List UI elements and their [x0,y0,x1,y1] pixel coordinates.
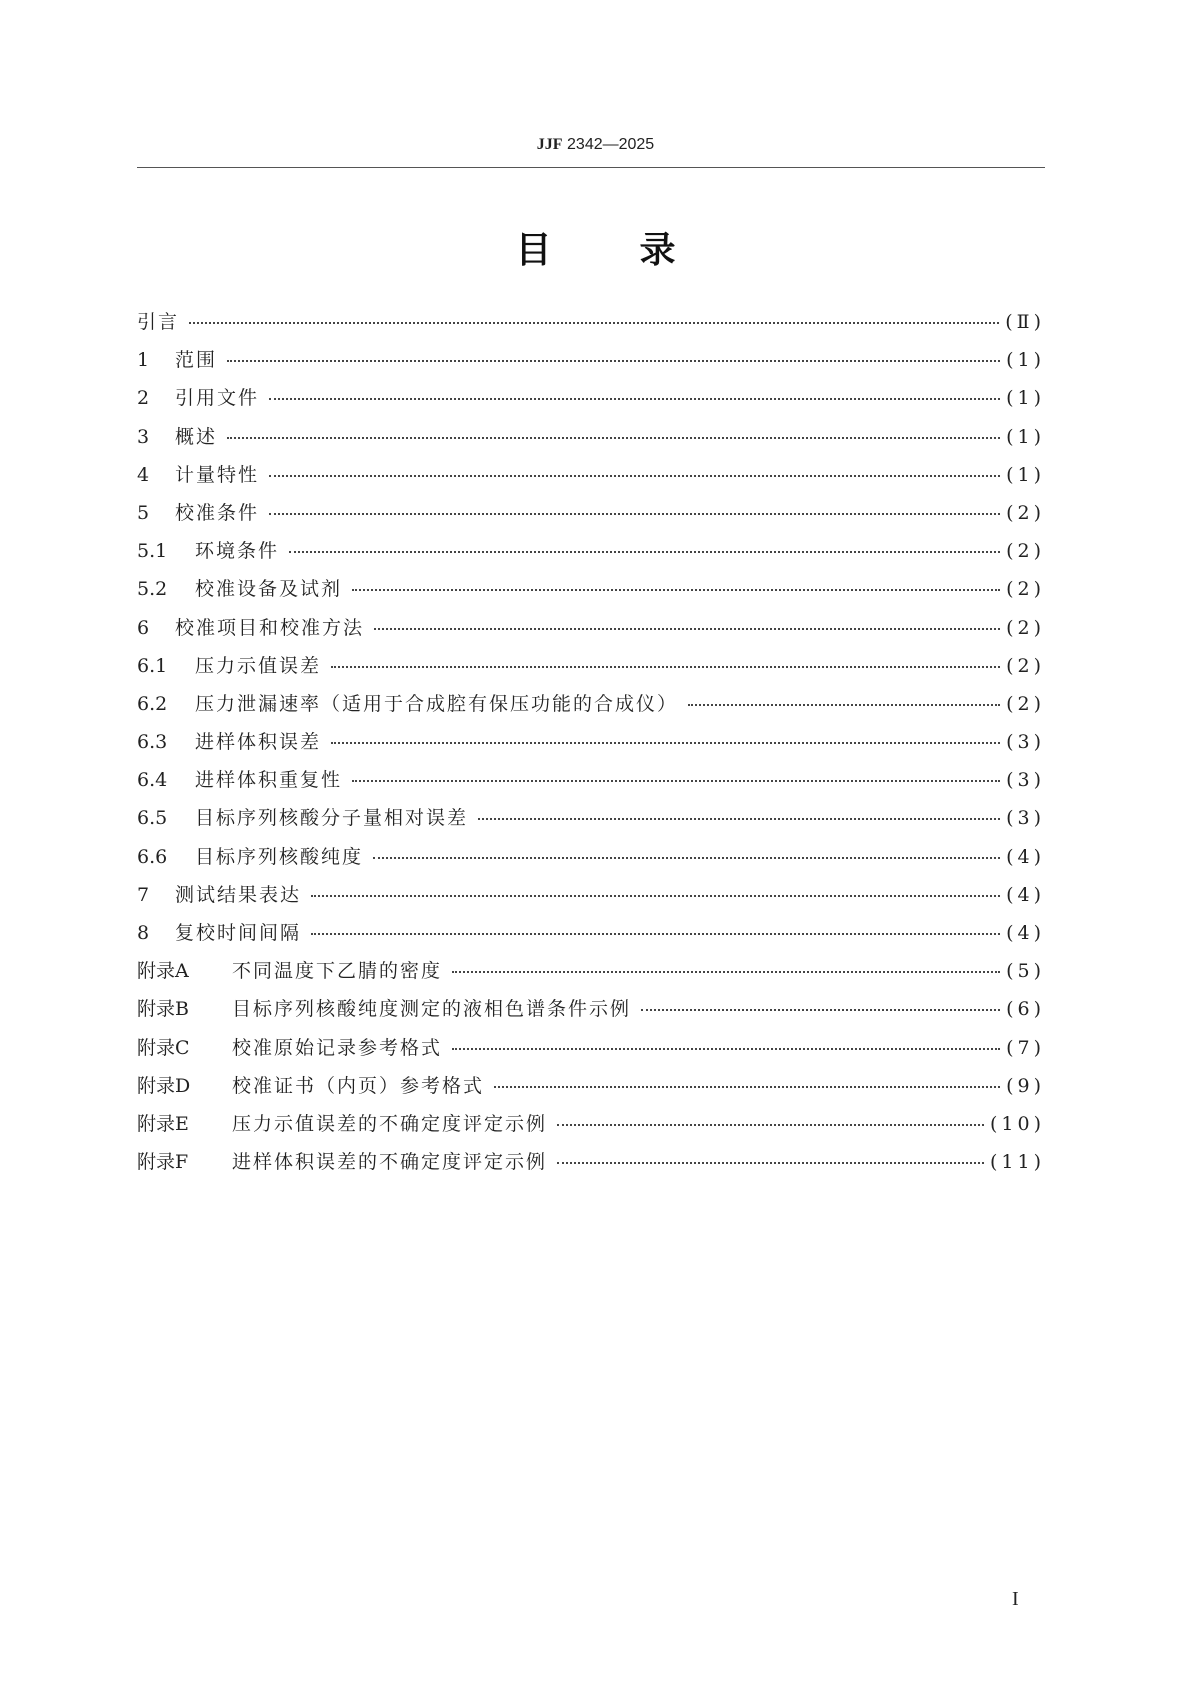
dot-leader [688,704,1000,706]
toc-entry-page: (Ⅱ) [1005,311,1045,333]
dot-leader [269,513,1000,515]
dot-leader [189,322,999,324]
toc-entry-number: 5.2 [137,578,168,601]
toc-entry-page: (1) [1006,387,1045,410]
dot-leader [494,1086,1000,1088]
toc-entry-page: (6) [1006,998,1045,1021]
toc-entry-page: (2) [1006,616,1045,639]
toc-entry-page: (4) [1006,883,1045,906]
toc-entry-page: (5) [1006,960,1045,983]
toc-entry[interactable] [137,799,1045,837]
toc-entry-title: 压力示值误差 [195,654,322,677]
standard-code: JJF [536,136,563,153]
header-rule [137,167,1045,168]
toc-entry-page: (7) [1006,1036,1045,1059]
toc-entry[interactable] [137,876,1045,914]
toc-entry-page: (1) [1006,349,1045,372]
dot-leader [269,475,1000,477]
toc-entry-title: 引言 [137,311,180,333]
toc-entry[interactable] [137,303,1045,341]
page-title: 目录 [515,230,764,271]
toc-entry[interactable] [137,1143,1045,1181]
toc-entry-number: 6.6 [137,845,168,868]
toc-entry[interactable] [137,914,1045,952]
toc-entry-title: 目标序列核酸分子量相对误差 [195,807,469,830]
toc-entry-page: (11) [989,1151,1045,1174]
toc-entry-number: 6.1 [137,654,168,677]
dot-leader [374,628,1000,630]
toc-entry[interactable] [137,456,1045,494]
dot-leader [557,1124,984,1126]
toc-entry[interactable] [137,379,1045,417]
toc-entry[interactable] [137,418,1045,456]
dot-leader [289,551,1000,553]
dot-leader [352,780,1000,782]
standard-number: 2342—2025 [567,136,655,153]
toc-entry-number: 附录B [137,998,189,1021]
toc-entry-title: 校准证书（内页）参考格式 [232,1074,485,1097]
toc-entry-number: 附录A [137,960,189,983]
toc-entry-title: 不同温度下乙腈的密度 [232,960,443,983]
dot-leader [557,1162,984,1164]
toc-entry-title: 校准设备及试剂 [195,578,343,601]
dot-leader [452,971,1000,973]
dot-leader [269,398,1000,400]
toc-entry-page: (3) [1006,769,1045,792]
toc-entry-number: 6.4 [137,769,168,792]
toc-entry-number: 6 [137,616,150,639]
toc-entry-title: 进样体积重复性 [195,769,343,792]
running-header [0,136,1191,154]
toc-entry-number: 4 [137,463,150,486]
dot-leader [311,933,1000,935]
dot-leader [373,857,1000,859]
toc-entry[interactable] [137,838,1045,876]
toc-entry[interactable] [137,609,1045,647]
toc-entry-title: 进样体积误差 [195,731,322,754]
toc-entry-title: 范围 [175,349,218,372]
toc-entry-page: (1) [1006,463,1045,486]
toc-entry-title: 测试结果表达 [175,883,302,906]
dot-leader [452,1048,1000,1050]
toc-entry[interactable] [137,647,1045,685]
dot-leader [227,437,1000,439]
toc-entry-number: 3 [137,425,150,448]
dot-leader [352,589,1000,591]
toc-entry-title: 校准项目和校准方法 [175,616,365,639]
toc-entry[interactable] [137,990,1045,1028]
toc-entry-number: 8 [137,922,150,944]
toc-entry-number: 5.1 [137,540,168,563]
toc-entry-page: (3) [1006,807,1045,830]
toc-entry[interactable] [137,761,1045,799]
toc-entry-number: 6.3 [137,731,168,754]
toc-entry[interactable] [137,723,1045,761]
dot-leader [227,360,1000,362]
page-number: I [1012,1588,1019,1610]
toc-entry-title: 目标序列核酸纯度 [195,845,364,868]
dot-leader [311,895,1000,897]
toc-entry-page: (2) [1006,540,1045,563]
toc-entry-title: 计量特性 [175,463,260,486]
toc-entry[interactable] [137,341,1045,379]
dot-leader [641,1009,1000,1011]
toc-entry-title: 概述 [175,425,218,448]
toc-entry-page: (10) [989,1112,1045,1135]
toc-entry-number: 1 [137,349,150,372]
toc-entry-title: 压力示值误差的不确定度评定示例 [232,1112,548,1135]
toc-entry-number: 附录E [137,1112,189,1135]
toc-entry-number: 6.5 [137,807,168,830]
toc-entry-page: (4) [1006,922,1045,944]
toc-entry-title: 进样体积误差的不确定度评定示例 [232,1151,548,1174]
dot-leader [331,742,1000,744]
toc-entry-title: 复校时间间隔 [175,922,302,944]
toc-entry-page: (2) [1006,692,1045,715]
toc-entry[interactable] [137,1029,1045,1067]
toc-entry-title: 环境条件 [195,540,280,563]
toc-entry[interactable] [137,494,1045,532]
toc-entry-number: 7 [137,883,150,906]
toc-entry-page: (2) [1006,578,1045,601]
toc-entry-number: 2 [137,387,150,410]
table-of-contents [137,303,1045,1181]
toc-entry-page: (2) [1006,654,1045,677]
toc-entry-page: (1) [1006,425,1045,448]
toc-entry[interactable] [137,1067,1045,1105]
toc-entry[interactable] [137,570,1045,608]
toc-entry-title: 压力泄漏速率（适用于合成腔有保压功能的合成仪） [195,692,679,715]
toc-entry-number: 6.2 [137,692,168,715]
toc-entry[interactable] [137,952,1045,990]
toc-entry-title: 目标序列核酸纯度测定的液相色谱条件示例 [232,998,632,1021]
dot-leader [331,666,1000,668]
toc-entry-number: 附录C [137,1036,190,1059]
toc-entry[interactable] [137,685,1045,723]
toc-entry-number: 附录F [137,1151,189,1174]
toc-entry-number: 5 [137,501,150,524]
toc-entry-title: 校准原始记录参考格式 [232,1036,443,1059]
dot-leader [478,818,1000,820]
toc-entry-number: 附录D [137,1074,191,1097]
toc-entry-title: 引用文件 [175,387,260,410]
toc-entry-page: (3) [1006,731,1045,754]
toc-entry[interactable] [137,532,1045,570]
toc-entry[interactable] [137,1105,1045,1143]
toc-entry-page: (9) [1006,1074,1045,1097]
toc-entry-title: 校准条件 [175,501,260,524]
toc-entry-page: (4) [1006,845,1045,868]
toc-entry-page: (2) [1006,501,1045,524]
